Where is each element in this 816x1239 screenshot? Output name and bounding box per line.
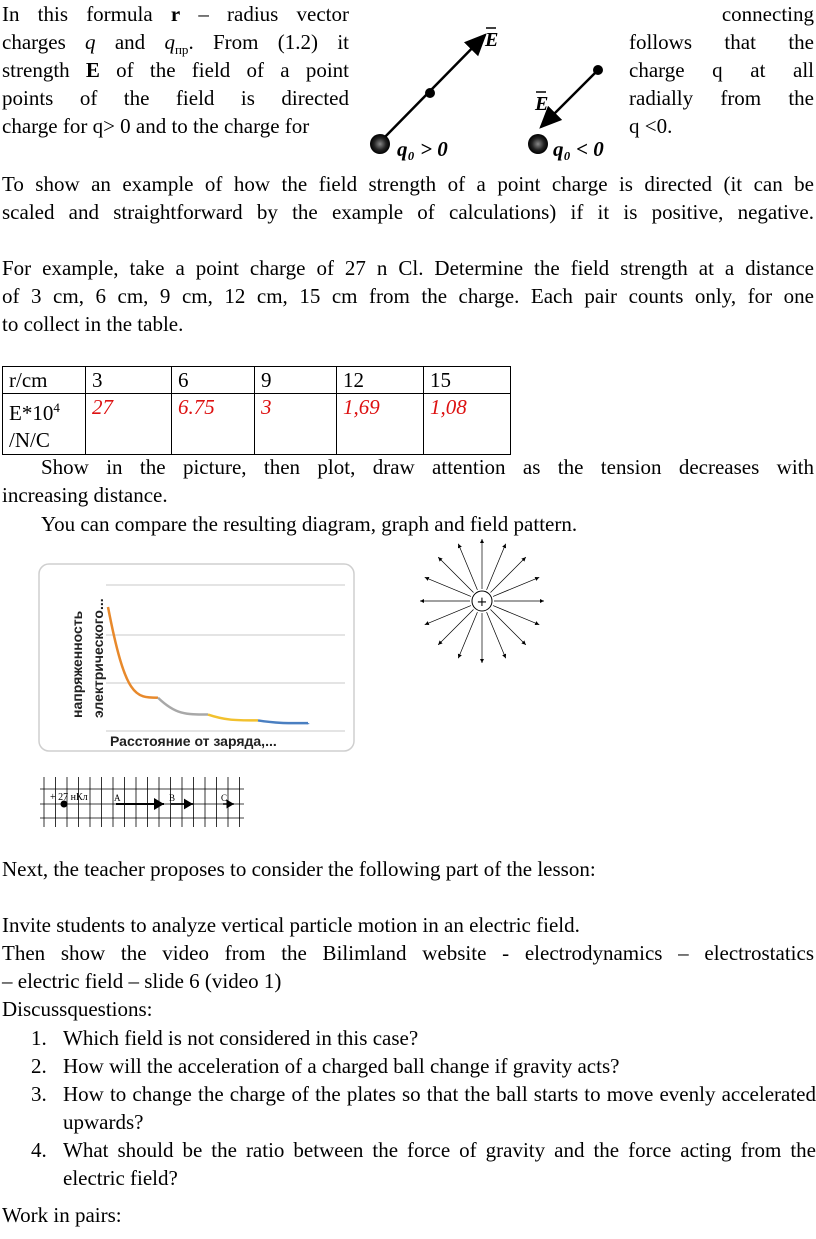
para2-line-2: of 3 cm, 6 cm, 9 cm, 12 cm, 15 cm from the charge. Each pair counts only, for one	[2, 284, 814, 308]
point-label-a: A	[114, 793, 121, 803]
table-header-r: r/cm	[3, 367, 86, 394]
field-line	[493, 577, 539, 596]
graph-ylabel-1: напряженность	[69, 610, 85, 718]
radial-field-pattern	[412, 537, 552, 665]
field-line	[458, 544, 477, 590]
e-vector-label-1: E	[485, 29, 499, 51]
intro-right-3: charge q at all	[629, 58, 814, 82]
field-line	[438, 557, 473, 592]
intro-line-3: strength E of the field of a point	[2, 58, 349, 82]
point-label-b: B	[169, 793, 176, 803]
table-cell-r: 12	[337, 367, 424, 394]
field-line	[458, 612, 477, 658]
table-header-e: $E*10^4$ /N/C	[3, 394, 86, 455]
table-cell-e: 27	[86, 394, 172, 455]
field-arrow-negative	[541, 70, 598, 127]
list-item: 3. How to change the charge of the plates so that the ball starts to move evenly accelerated upwards?	[31, 1082, 816, 1134]
point-label-c: C	[221, 793, 228, 803]
field-line	[425, 577, 471, 596]
table-cell-e: 3	[255, 394, 337, 455]
q-label-negative: q₀ < 0	[553, 137, 604, 161]
field-arrow-positive	[380, 35, 485, 142]
para1-line-2: scaled and straightforward by the example of calculations) if it is positive, negative.	[2, 200, 814, 224]
table-cell-r: 15	[424, 367, 511, 394]
table-cell-e: 6.75	[172, 394, 255, 455]
para4: You can compare the resulting diagram, graph and field pattern.	[41, 512, 578, 536]
field-line	[490, 609, 525, 644]
intro-right-2: follows that the	[629, 30, 814, 54]
field-line	[425, 606, 471, 625]
table-cell-r: 9	[255, 367, 337, 394]
table-cell-r: 6	[172, 367, 255, 394]
field-vector-figure	[355, 20, 625, 165]
intro-right-1: connecting	[721, 2, 814, 26]
central-charge-sign: +	[476, 595, 488, 610]
graph-ylabel-2: электрического...	[90, 598, 106, 718]
field-line	[438, 609, 473, 644]
list-item: 4. What should be the ratio between the force of gravity and the force acting from the electric field?	[31, 1138, 816, 1190]
charge-label: + 27 нКл	[50, 792, 88, 803]
table-row-distance	[3, 367, 511, 394]
field-line	[487, 612, 506, 658]
para3-line-1: Show in the picture, then plot, draw attention as the tension decreases with	[41, 455, 814, 479]
discussion-questions	[0, 1024, 816, 1192]
field-line	[487, 544, 506, 590]
negative-charge-ball	[528, 134, 548, 154]
field-line	[493, 606, 539, 625]
table-cell-e: 1,69	[337, 394, 424, 455]
intro-right-5: q <0.	[629, 114, 673, 138]
video-line-1: Then show the video from the Bilimland website - electrodynamics – electrostatics	[2, 941, 814, 965]
para2-line-1: For example, take a point charge of 27 n Cl. Determine the field strength at a distance	[2, 256, 814, 280]
para1-line-1: To show an example of how the field strength of a point charge is directed (it can be	[2, 172, 814, 196]
list-item: 2. How will the acceleration of a charged ball change if gravity acts?	[31, 1054, 620, 1078]
graph-xlabel: Расстояние от заряда,...	[110, 733, 277, 749]
list-item: 1. Which field is not considered in this case?	[31, 1026, 419, 1050]
intro-right-4: radially from the	[629, 86, 814, 110]
intro-line-5: charge for q> 0 and to the charge for	[2, 114, 310, 138]
para3-line-2: increasing distance.	[2, 483, 168, 507]
field-strength-table	[2, 366, 511, 455]
e-vector-label-2: E	[535, 93, 549, 115]
table-row-strength	[3, 394, 511, 455]
intro-line-1: In this formula r – radius vector	[2, 2, 349, 26]
field-line	[490, 557, 525, 592]
invite-line: Invite students to analyze vertical particle motion in an electric field.	[2, 913, 580, 937]
positive-charge-ball	[370, 134, 390, 154]
intro-line-4: points of the field is directed	[2, 86, 349, 110]
discuss-heading: Discussquestions:	[2, 997, 153, 1021]
scale-strip	[38, 773, 248, 829]
table-cell-r: 3	[86, 367, 172, 394]
strength-distance-graph	[38, 563, 356, 753]
para2-line-3: to collect in the table.	[2, 312, 184, 336]
q-label-positive: q₀ > 0	[397, 137, 448, 161]
next-part-line: Next, the teacher proposes to consider the following part of the lesson:	[2, 857, 596, 881]
work-in-pairs: Work in pairs:	[2, 1203, 122, 1227]
field-point-positive	[425, 88, 435, 98]
table-cell-e: 1,08	[424, 394, 511, 455]
field-point-negative	[593, 65, 603, 75]
intro-line-2: charges q and $q_{пр}$. From (1.2) it	[2, 30, 349, 58]
video-line-2: – electric field – slide 6 (video 1)	[2, 969, 282, 993]
